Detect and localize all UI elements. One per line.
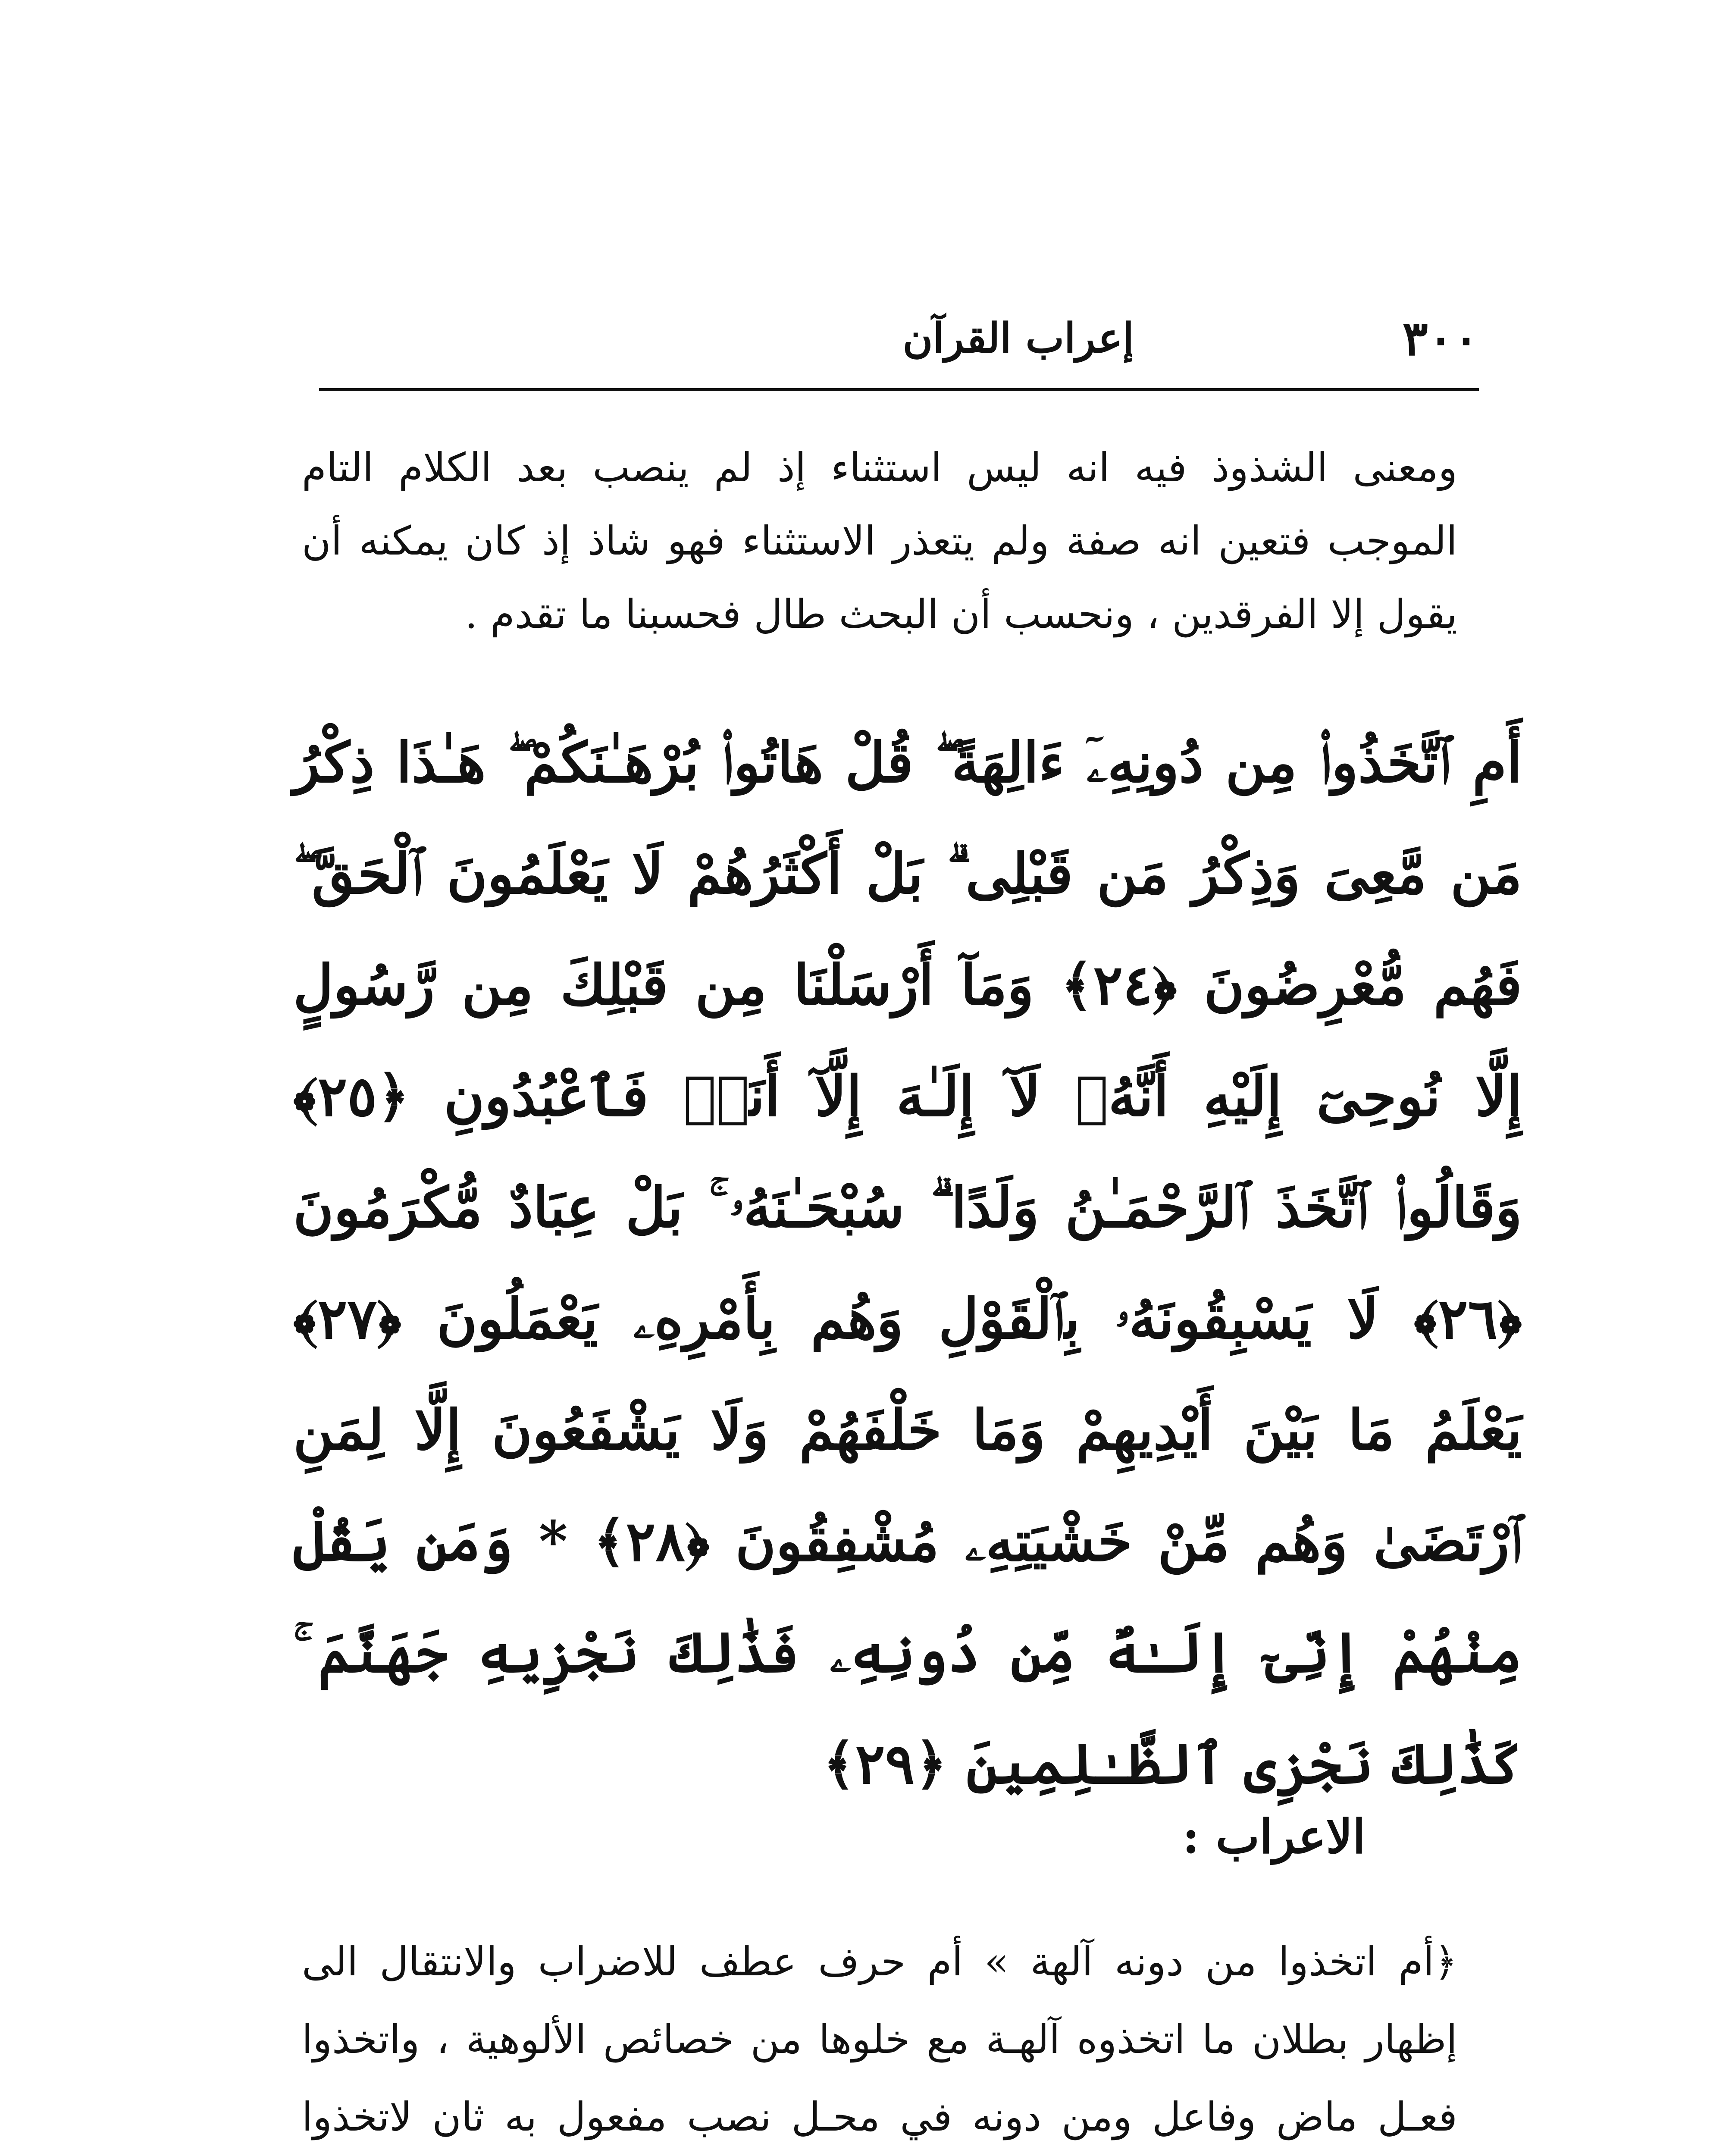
irab-paragraph: ﴿أم اتخذوا من دونه آلهة » أم حرف عطف للاضراب والانتقال الى إظهار بطلان ما اتخذوه آلهـة مع خلوها من خصائص الألوهية ، واتخذوا فعـل ماض وفاعل ومن دونه في محـل نصب مفعول به ثان لاتخذوا [302, 1939, 1457, 2140]
section-heading: الاعراب : [1182, 1810, 1366, 1864]
page-number: ٣٠٠ [1402, 310, 1479, 366]
running-title: إعراب القرآن [902, 314, 1134, 362]
header-rule [319, 388, 1479, 391]
quran-verses: أَمِ ٱتَّخَذُوا۟ مِن دُونِهِۦٓ ءَالِهَةً ۖ قُلْ هَاتُوا۟ بُرْهَـٰنَكُمْ ۖ هَـٰذَا ذِكْرُ مَن مَّعِىَ وَذِكْرُ مَن قَبْلِى ۗ بَلْ أَكْثَرُهُمْ لَا يَعْلَمُونَ ٱلْحَقَّ ۖ فَهُم مُّعْرِضُونَ ﴿٢٤﴾ وَمَآ أَرْسَلْنَا مِن قَبْلِكَ مِن رَّسُولٍ إِلَّا نُوحِىٓ إِلَيْهِ أَنَّهُۥ لَآ إِلَـٰهَ إِلَّآ أَنَا۠ فَٱعْبُدُونِ ﴿٢٥﴾ وَقَالُوا۟ ٱتَّخَذَ ٱلرَّحْمَـٰنُ وَلَدًا ۗ سُبْحَـٰنَهُۥ ۚ بَلْ عِبَادٌ مُّكْرَمُونَ ﴿٢٦﴾ لَا يَسْبِقُونَهُۥ بِٱلْقَوْلِ وَهُم بِأَمْرِهِۦ يَعْمَلُونَ ﴿٢٧﴾ يَعْلَمُ مَا بَيْنَ أَيْدِيهِمْ وَمَا خَلْفَهُمْ وَلَا يَشْفَعُونَ إِلَّا لِمَنِ ٱرْتَضَىٰ وَهُم مِّنْ خَشْيَتِهِۦ مُشْفِقُونَ ﴿٢٨﴾ * وَمَن يَقُلْ مِنْهُمْ إِنِّىٓ إِلَـٰهٌ مِّن دُونِهِۦ فَذَٰلِكَ نَجْزِيهِ جَهَنَّمَ ۚ كَذَٰلِكَ نَجْزِى ٱلظَّـٰلِمِينَ ﴿٢٩﴾ [293, 730, 1522, 1796]
page-header [315, 302, 1479, 388]
opening-paragraph: ومعنى الشذوذ فيه انه ليس استثناء إذ لم ينصب بعد الكلام التام الموجب فتعين انه صفة ولم يتعذر الاستثناء فهو شاذ إذ كان يمكنه أن يقول إلا الفرقدين ، ونحسب أن البحث طال فحسبنا ما تقدم . [302, 445, 1457, 637]
